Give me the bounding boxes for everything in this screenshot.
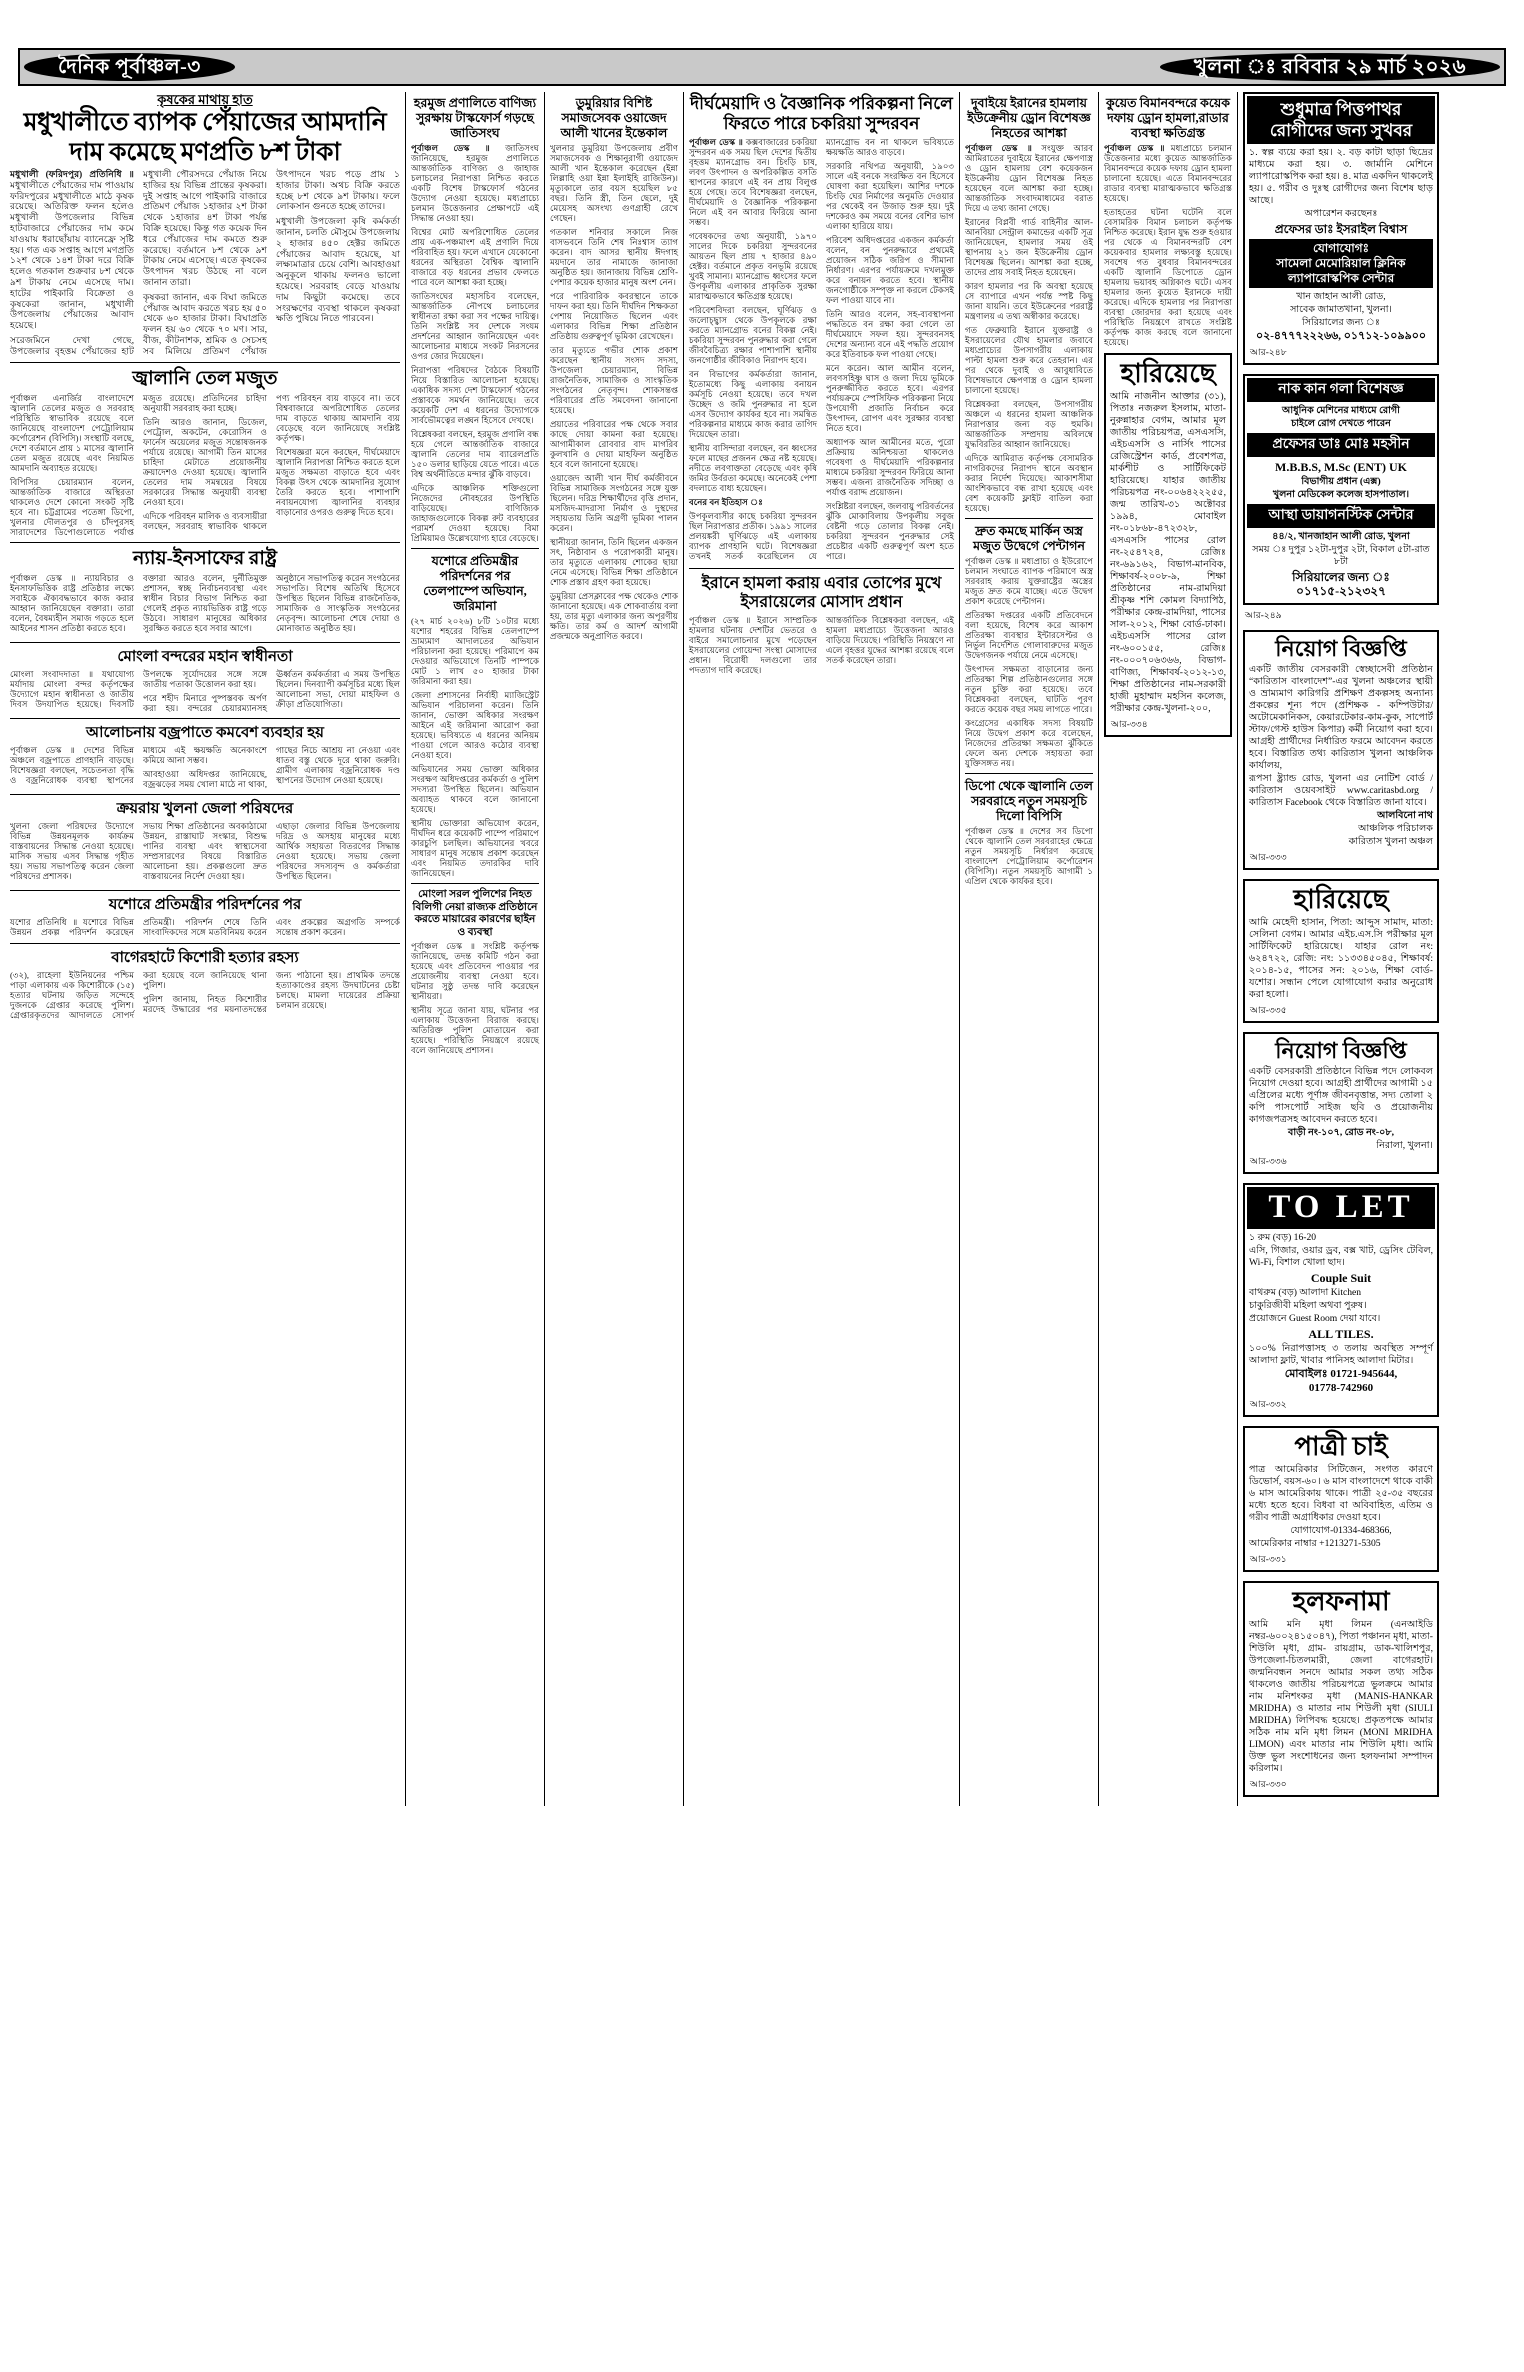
col4-story2-headline: ইরানে হামলা করায় এবার তোপের মুখে ইসরায়েলের মোসাদ প্রধান [701,575,942,611]
col5-s2-p4: কংগ্রেসের একাধিক সদস্য বিষয়টি নিয়ে উদ্বেগ প্রকাশ করে বলেছেন, নিজেদের প্রতিরক্ষা সক্ষমতা ঝুঁকিতে ফেলে অন্য দেশকে সহায়তা করা যুক্তিসঙ্গত নয়। [965,718,1093,768]
column-6 [1104,92,1232,746]
ad-to-let-phone-2[interactable]: 01778-742960 [1308,1382,1374,1394]
column-2 [411,92,539,1059]
ad-ent-degree: M.B.B.S, M.Sc (ENT) UK [1275,460,1407,474]
story2-p5: বিশেষজ্ঞরা মনে করছেন, দীর্ঘমেয়াদে জ্বালানি নিরাপত্তা নিশ্চিত করতে হলে মজুত সক্ষমতা বাড়াতে হবে এবং বিকল্প উৎস থেকে আমদানির সুযোগ তৈরি করতে হবে। পাশাপাশি নবায়নযোগ্য জ্বালানির ব্যবহার বাড়ানোর ওপরও গুরুত্ব দিতে হবে। [276,446,400,517]
ad-gallstone-address-2: সাবেক জামাতখানা, খুলনা। [1290,304,1392,315]
ad-job-2-title: নিয়োগ বিজ্ঞপ্তি [1275,1038,1407,1063]
col3-p2: গতকাল শনিবার সকালে নিজ বাসভবনে তিনি শেষ নিঃশ্বাস ত্যাগ করেন। বাদ আসর স্থানীয় ঈদগাহ ময়দানে তার নামাজে জানাজা অনুষ্ঠিত হয়। জানাজায় বিভিন্ন শ্রেণি-পেশার কয়েক হাজার মানুষ অংশ নেন। [550,227,678,287]
story4-headline: মোংলা বন্দরের মহান স্বাধীনতা [117,648,293,665]
ad-gallstone-contact-block [1249,239,1433,288]
col4-body [689,137,954,563]
col5-story3-headline: ডিপো থেকে জ্বালানি তেল সরবরাহে নতুন সময়সূচি দিলো বিপিসি [965,779,1093,823]
column-grid [10,92,1514,1806]
col4-headline: দীর্ঘমেয়াদি ও বৈজ্ঞানিক পরিকল্পনা নিলে ফিরতে পারে চকরিয়া সুন্দরবন [690,94,953,133]
ad-ent-specialist [1243,374,1439,605]
story6-p2: সভায় শিক্ষা প্রতিষ্ঠানের অবকাঠামো উন্নয়ন, রাস্তাঘাট সংস্কার, বিশুদ্ধ পানির ব্যবস্থা এবং স্বাস্থ্যসেবা সম্প্রসারণের বিষয়ে বিস্তারিত আলোচনা হয়। প্রকল্পগুলো দ্রুত বাস্তবায়নের নির্দেশ দেওয়া হয়। [143,820,267,881]
ad-gallstone [1243,92,1439,365]
col4-p12: সংশ্লিষ্টরা বলছেন, জলবায়ু পরিবর্তনের ঝুঁকি মোকাবিলায় উপকূলীয় সবুজ বেষ্টনী গড়ে তোলার বিকল্প নেই। চকরিয়া সুন্দরবন পুনরুদ্ধার সেই প্রচেষ্টার একটি গুরুত্বপূর্ণ অংশ হতে পারে। [826,501,954,561]
ad-lost-1-title: হারিয়েছে [1293,885,1389,914]
story1-body [10,169,400,357]
col2-s2-p4: স্থানীয় ভোক্তারা অভিযোগ করেন, দীর্ঘদিন ধরে কয়েকটি পাম্পে পরিমাপে কারচুপি চলছিল। অভিযানের খবরে সাধারণ মানুষ সন্তোষ প্রকাশ করেছেন এবং নিয়মিত তদারকির দাবি জানিয়েছেন। [411,818,539,878]
col4-p5: স্থানীয় বাসিন্দারা বলছেন, বন ধ্বংসের ফলে মাছের প্রজনন ক্ষেত্র নষ্ট হয়েছে। নদীতে লবণাক্ততা বেড়েছে এবং কৃষি জমির উর্বরতা কমেছে। অনেকেই পেশা বদলাতে বাধ্য হয়েছেন। [689,443,817,493]
col4-dateline: পূর্বাঞ্চল ডেস্ক ॥ [689,137,743,147]
masthead-bar [18,48,1506,86]
story1-kicker: কৃষকের মাথায় হাত [157,92,253,107]
story2-p2: বিপিসির চেয়ারম্যান বলেন, আন্তর্জাতিক বাজারে অস্থিরতা থাকলেও দেশে কোনো সংকট সৃষ্টি হবে না। চট্টগ্রামের পতেঙ্গা ডিপো, খুলনার দৌলতপুর ও চাঁদপুরসহ সারাদেশের ডিপোগুলোতে পর্যাপ্ত মজুত রয়েছে। প্রতিদিনের চাহিদা অনুযায়ী সরবরাহ করা হচ্ছে। [10,392,267,537]
col3-dateline: খুলনার ডুমুরিয়া উপজেলায় প্রবীণ [550,143,678,153]
col5-p4: গত ফেব্রুয়ারি ইরানে যুক্তরাষ্ট্র ও ইসরায়েলের যৌথ হামলার জবাবে মধ্যপ্রাচ্যের উপসাগরীয় এলাকায় পাল্টা হামলা শুরু করে তেহরান। এর পর থেকে দুবাই ও আবুধাবিতে বিশেষভাবে ক্ষেপণাস্ত্র ও ড্রোন হামলা চালানো হয়েছে। [965,325,1093,395]
col5-dateline: পূর্বাঞ্চল ডেস্ক ॥ [965,143,1032,153]
col5-story2-headline: দ্রুত কমছে মার্কিন অস্ত্র মজুত উদ্বেগে পেন্টাগন [973,524,1085,553]
ad-lost-1-body: আমি মেহেদী হাসান, পিতা: আব্দুস সামাদ, মাতা: সেলিনা বেগম। আমার এইচ.এস.সি পরীক্ষার মূল সার্টিফিকেট হারিয়েছে। যাহার রোল নং: ৬২৪৭২২, রেজি: নং: ১১৩৩৪৫০৪৫, শিক্ষাবর্ষ: ২০১৪-১৫, পাসের সন: ২০১৬, শিক্ষা বোর্ড-যশোর। সন্ধান পেলে যোগাযোগ করার অনুরোধ করা হলো। [1249,917,1433,1000]
story6-p3: এছাড়া জেলার বিভিন্ন উপজেলায় দরিদ্র ও অসহায় মানুষের মধ্যে আর্থিক সহায়তা বিতরণের সিদ্ধান্ত নেওয়া হয়েছে। সভায় জেলা পরিষদের সদস্যবৃন্দ ও কর্মকর্তারা উপস্থিত ছিলেন। [276,820,400,881]
ad-affidavit-body: আমি মনি মৃধা লিমন (এনআইডি নম্বর-৬০০২৪১৫০৪৭), পিতা পঞ্চানন মৃধা, মাতা-শিউলি মৃধা, গ্রাম- রায়গ্রাম, ডাক-খালিশপুর, উপজেলা-চিতলমারী, জেলা বাগেরহাট। জন্মনিবন্ধন সনদে আমার সকল তথ্য সঠিক থাকলেও জাতীয় পরিচয়পত্রে ভুলক্রমে আমার নাম মনিশংকর মৃধা (MANIS-HANKAR MRIDHA) ও মাতার নাম শিউলী মৃধা (SIULI MRIDHA) লিপিবদ্ধ হয়েছে। প্রকৃতপক্ষে আমার সঠিক নাম মনি মৃধা লিমন (MONI MRIDHA LIMON) এবং মাতার নাম শিউলি মৃধা। আমি উক্ত ভুল সংশোধনের জন্য হলফনামা সম্পাদন করিলাম। [1249,1619,1433,1774]
column-divider-6 [1237,92,1238,1806]
story1-headline-line1: মধুখালীতে ব্যাপক পেঁয়াজের আমদানি [23,109,387,136]
story1-p4: মধুখালী উপজেলা কৃষি কর্মকর্তা জানান, চলতি মৌসুমে উপজেলায় ২ হাজার ৪৫০ হেক্টর জমিতে পেঁয়াজের আবাদ হয়েছে, যা লক্ষ্যমাত্রার চেয়ে বেশি। আবহাওয়া অনুকূলে থাকায় ফলনও ভালো হয়েছে। সরবরাহ বেড়ে যাওয়ায় দাম কিছুটা কমেছে। তবে সংরক্ষণের ব্যবস্থা থাকলে কৃষকরা ক্ষতি পুষিয়ে নিতে পারবেন। [276,216,400,324]
ad-to-let-l7: ALL TILES. [1308,1327,1374,1341]
col4-p4: বন বিভাগের কর্মকর্তারা জানান, ইতোমধ্যে কিছু এলাকায় বনায়ন কর্মসূচি নেওয়া হয়েছে। তবে দখল উচ্ছেদ ও জমি পুনরুদ্ধার না হলে এসব উদ্যোগ কার্যকর হবে না। সমন্বিত পরিকল্পনার মাধ্যমে কাজ করার তাগিদ দিয়েছেন তারা। [689,369,817,439]
col3-p4: তার মৃত্যুতে গভীর শোক প্রকাশ করেছেন স্থানীয় সংসদ সদস্য, উপজেলা চেয়ারম্যান, বিভিন্ন রাজনৈতিক, সামাজিক ও সাংস্কৃতিক সংগঠনের নেতৃবৃন্দ। শোকসন্তপ্ত পরিবারের প্রতি সমবেদনা জানানো হয়েছে। [550,345,678,415]
col6-p1: মধ্যপ্রাচ্যে চলমান উত্তেজনার মধ্যে কুয়েত আন্তর্জাতিক বিমানবন্দরে কয়েক দফায় ড্রোন হামলা চালানো হয়েছে। এতে বিমানবন্দরের রাডার ব্যবস্থা মারাত্মকভাবে ক্ষতিগ্রস্ত হয়েছে। [1104,143,1232,203]
story2-body [10,393,400,537]
ad-lost-1 [1243,879,1439,1023]
col5-s2-p1: পূর্বাঞ্চল ডেস্ক ॥ মধ্যপ্রাচ্য ও ইউরোপে চলমান সংঘাতে ব্যাপক পরিমাণে অস্ত্র সরবরাহ করায় যুক্তরাষ্ট্রের অস্ত্রের মজুত দ্রুত কমে যাচ্ছে। এতে উদ্বেগ প্রকাশ করেছে পেন্টাগন। [965,556,1093,606]
col2-s2-p2: জেলা প্রশাসনের নির্বাহী ম্যাজিস্ট্রেট অভিযান পরিচালনা করেন। তিনি জানান, ভোক্তা অধিকার সংরক্ষণ আইনে এই জরিমানা আরোপ করা হয়েছে। ভবিষ্যতে এ ধরনের অনিয়ম পাওয়া গেলে আরও কঠোর ব্যবস্থা নেওয়া হবে। [411,690,539,760]
story4-p1: মোংলা সংবাদদাতা ॥ যথাযোগ্য মর্যাদায় মোংলা বন্দর কর্তৃপক্ষের উদ্যোগে মহান স্বাধীনতা ও জাতীয় দিবস উদযাপিত হয়েছে। দিবসটি উপলক্ষে সূর্যোদয়ের সঙ্গে সঙ্গে জাতীয় পতাকা উত্তোলন করা হয়। [10,668,267,709]
column-divider-1 [405,92,406,1806]
ad-bride-body: পাত্র আমেরিকার সিটিজেন, সংগত কারণে ডিভোর্স, বয়স-৬০। ৬ মাস বাংলাদেশে থাকে বাকী ৬ মাস আমেরিকায় থাকে। পাত্রী ২৫-৩৫ বছরের মধ্যে হতে হবে। বিধবা বা অবিবাহিত, এতিম ও গরীব পাত্রী অগ্রাধিকার দেওয়া হবে। [1249,1464,1433,1523]
col4-s2-p1: পূর্বাঞ্চল ডেস্ক ॥ ইরানে সাম্প্রতিক হামলার ঘটনায় দেশটির ভেতরে ও বাইরে সমালোচনার মুখে পড়েছেন ইসরায়েলের গোয়েন্দা সংস্থা মোসাদের প্রধান। বিরোধী দলগুলো তার পদত্যাগ দাবি করেছে। [689,615,817,675]
col2-dateline: পূর্বাঞ্চল ডেস্ক ॥ [411,143,490,153]
col4-p8: পরিবেশ অধিদপ্তরের একজন কর্মকর্তা বলেন, বন পুনরুদ্ধারে প্রথমেই প্রয়োজন সঠিক জরিপ ও সীমানা নির্ধারণ। এরপর পর্যায়ক্রমে দখলমুক্ত করে বনায়ন করতে হবে। স্থানীয় জনগোষ্ঠীকে সম্পৃক্ত না করলে টেকসই ফল পাওয়া যাবে না। [826,235,954,305]
ad-gallstone-title-2: রোগীদের জন্য সুখবর [1269,121,1413,140]
col4-p1: কক্সবাজারের চকরিয়া সুন্দরবন এক সময় ছিল দেশের দ্বিতীয় বৃহত্তম ম্যানগ্রোভ বন। চিংড়ি চাষ, লবণ উৎপাদন ও অপরিকল্পিত বসতি স্থাপনের কারণে এই বন প্রায় বিলুপ্ত হয়ে গেছে। তবে বিশেষজ্ঞরা বলছেন, দীর্ঘমেয়াদি ও বৈজ্ঞানিক পরিকল্পনা নিলে এই বন আবার ফিরিয়ে আনা সম্ভব। [689,137,817,227]
ad-lost-2 [1104,353,1232,737]
story8-headline: বাগেরহাটে কিশোরী হত্যার রহস্য [111,949,299,966]
ad-job-2-ref: আর-৩৩৬ [1250,1156,1287,1166]
ad-ent-sub-1: আধুনিক মেশিনের মাধ্যমে রোগী [1282,405,1400,416]
col5-p3: কারণ হামলার পর কি অবস্থা হয়েছে সে ব্যাপারে এখন পর্যন্ত স্পষ্ট কিছু জানা যায়নি। তবে ইউক্রেনের পররাষ্ট্র মন্ত্রণালয় এ তথ্য অস্বীকার করেছে। [965,281,1093,321]
story6-body [10,821,400,885]
ad-gallstone-phones[interactable]: ০২-৪৭৭৭২২২৬৬, ০১৭১২-১০৯৯০০ [1255,330,1427,342]
col4-p3: পরিবেশবিদরা বলছেন, ঘূর্ণিঝড় ও জলোচ্ছ্বাস থেকে উপকূলকে রক্ষা করতে ম্যানগ্রোভ বনের বিকল্প নেই। চকরিয়া সুন্দরবন পুনরুদ্ধার করা গেলে জীববৈচিত্র্য রক্ষার পাশাপাশি স্থানীয় জনগোষ্ঠীর জীবিকাও নিরাপদ হবে। [689,305,817,365]
column-divider-5 [1098,92,1099,1806]
col5-s3-p1: পূর্বাঞ্চল ডেস্ক ॥ দেশের সব ডিপো থেকে জ্বালানি তেল সরবরাহের ক্ষেত্রে নতুন সময়সূচি নির্ধারণ করেছে বাংলাদেশ পেট্রোলিয়াম কর্পোরেশন (বিপিসি)। নতুন সময়সূচি আগামী ১ এপ্রিল থেকে কার্যকর হবে। [965,826,1093,886]
story5-headline: আলোচনায় বজ্রপাতে কমবেশ ব্যবহার হয় [86,724,324,741]
ad-affidavit-title: হলফনামা [1292,1587,1390,1616]
ad-bride-contact-2[interactable]: আমেরিকার নাম্বার +1213271-5305 [1249,1538,1381,1549]
ad-ent-serial[interactable]: সিরিয়ালের জন্য ঃ ০১৭১৫-২১২৩২৭ [1292,570,1390,598]
ad-gallstone-title-1: শুধুমাত্র পিত্তপাথর [1280,100,1402,119]
ad-ent-post-1: বিভাগীয় প্রধান (এক্স) [1301,476,1381,487]
story3-p1: পূর্বাঞ্চল ডেস্ক ॥ ন্যায়বিচার ও ইনসাফভিত্তিক রাষ্ট্র প্রতিষ্ঠার লক্ষ্যে সবাইকে ঐক্যবদ্ধভাবে কাজ করার আহ্বান জানিয়েছেন বক্তারা। তারা বলেন, বৈষম্যহীন সমাজ গড়তে হলে আইনের শাসন প্রতিষ্ঠা করতে হবে। [10,572,134,633]
ad-affidavit [1243,1581,1439,1797]
story3-body [10,573,400,637]
col2-story2-headline: যশোরে প্রতিমন্ত্রীর পরিদর্শনের পর তেলপাম্পে অভিযান, জরিমানা [423,554,527,613]
col4-p2: গবেষকদের তথ্য অনুযায়ী, ১৯৭০ সালের দিকে চকরিয়া সুন্দরবনের আয়তন ছিল প্রায় ৭ হাজার ৪৯০ হেক্টর। বর্তমানে প্রকৃত বনভূমি রয়েছে খুবই সামান্য। ম্যানগ্রোভ ধ্বংসের ফলে উপকূলীয় এলাকার প্রাকৃতিক সুরক্ষা মারাত্মকভাবে ক্ষতিগ্রস্ত হয়েছে। [689,231,817,301]
ad-lost-2-title: হারিয়েছে [1120,359,1216,388]
ad-job-1-title: নিয়োগ বিজ্ঞপ্তি [1275,636,1407,661]
col2-p1: জাতিসংঘ জানিয়েছে, হরমুজ প্রণালিতে আন্তর্জাতিক বাণিজ্য ও জাহাজ চলাচলের নিরাপত্তা নিশ্চিত করতে একটি বিশেষ টাস্কফোর্স গঠনের উদ্যোগ নেওয়া হয়েছে। মধ্যপ্রাচ্যে চলমান উত্তেজনার প্রেক্ষাপটে এই সিদ্ধান্ত নেওয়া হয়। [411,143,539,223]
story1-dateline: মধুখালী (ফরিদপুর) প্রতিনিধি ॥ [10,169,134,179]
ad-ent-ref: আর-২৪৯ [1245,610,1282,620]
ad-to-let-l2: এসি, গিজার, ওয়ার ড্রব, বক্স খাট, ড্রেসিং টেবিল, Wi-Fi, বিশাল খোলা ছাদ। [1249,1245,1433,1268]
col5-s2-p3: উৎপাদন সক্ষমতা বাড়ানোর জন্য প্রতিরক্ষা শিল্প প্রতিষ্ঠানগুলোর সঙ্গে নতুন চুক্তি করা হয়েছে। তবে বিশ্লেষকরা বলছেন, ঘাটতি পূরণ করতে কয়েক বছর সময় লাগতে পারে। [965,664,1093,714]
ad-gallstone-ref: আর-২৪৮ [1250,347,1287,357]
ad-ent-address: ৪৪/২, খানজাহান আলী রোড, খুলনা [1272,531,1410,542]
story6-p1: খুলনা জেলা পরিষদের উদ্যোগে বিভিন্ন উন্নয়নমূলক কার্যক্রম বাস্তবায়নের সিদ্ধান্ত নেওয়া হয়েছে। মাসিক সভায় এসব সিদ্ধান্ত গৃহীত হয়। সভায় সভাপতিত্ব করেন জেলা পরিষদের প্রশাসক। [10,820,134,881]
ad-gallstone-banner [1247,96,1435,144]
ad-to-let-l8: ১০০% নিরাপত্তাসহ ৩ তলায় অবস্থিত সম্পূর্ণ আলাদা ফ্লাট, খাবার পানিসহ আলাদা মিটার। [1249,1343,1433,1366]
story5-p2: আবহাওয়া অধিদপ্তর জানিয়েছে, বজ্রঝড়ের সময় খোলা মাঠে না থাকা, গাছের নিচে আশ্রয় না নেওয়া এবং ধাতব বস্তু থেকে দূরে থাকা জরুরি। গ্রামীণ এলাকায় বজ্রনিরোধক দণ্ড স্থাপনের উদ্যোগ নেওয়া হয়েছে। [143,744,400,789]
masthead-left-pill: দৈনিক পূর্বাঞ্চল-৩ [24,53,235,81]
story8-p2: পুলিশ জানায়, নিহত কিশোরীর মরদেহ উদ্ধারের পর ময়নাতদন্তের জন্য পাঠানো হয়। প্রাথমিক তদন্তে হত্যাকাণ্ডের রহস্য উদঘাটনের চেষ্টা চলছে। মামলা দায়েরের প্রক্রিয়া চলমান রয়েছে। [143,969,400,1014]
column-divider-3 [683,92,684,1806]
col4-story2-body [689,615,954,675]
col3-headline: ডুমুরিয়ার বিশিষ্ট সমাজসেবক ওয়াজেদ আলী খানের ইন্তেকাল [560,96,668,140]
story1-p2: সরেজমিনে দেখা গেছে, উপজেলার বৃহত্তম পেঁয়াজের হাট মধুখালী পৌরসদরে পেঁয়াজ নিয়ে হাজির হয় বিভিন্ন প্রান্তের কৃষকরা। দুই সপ্তাহ আগে পাইকারি বাজারে প্রতিমণ পেঁয়াজ ১হাজার ২শ টাকা থেকে ১হাজার ৪শ টাকা পর্যন্ত বিক্রি হয়েছে। কিন্তু গত কয়েক দিন ধরে পেঁয়াজের দাম কমতে শুরু করেছে। বর্তমানে ৮শ থেকে ৯শ টাকায় নেমে এসেছে। এতে কৃষকের উৎপাদন খরচ উঠছে না বলে জানান তারা। [10,169,267,356]
col5-p1: সংযুক্ত আরব আমিরাতের দুবাইয়ে ইরানের ক্ষেপণাস্ত্র ও ড্রোন হামলায় বেশ কয়েকজন ইউক্রেনীয় ড্রোন বিশেষজ্ঞ নিহত হয়েছেন বলে আশঙ্কা করা হচ্ছে। আন্তর্জাতিক সংবাদমাধ্যমের বরাত দিয়ে এ তথ্য জানা গেছে। [965,143,1093,213]
ad-to-let-l1: ১ রুম (বড়) 16-20 [1249,1232,1317,1243]
story4-body [10,669,400,713]
story2-headline: জ্বালানি তেল মজুত [132,367,278,389]
story3-headline: ন্যায়-ইনসাফের রাষ্ট্র [133,547,277,569]
col4-p7: সরকারি নথিপত্র অনুযায়ী, ১৯০৩ সালে এই বনকে সংরক্ষিত বন হিসেবে ঘোষণা করা হয়েছিল। আশির দশকে চিংড়ি ঘের নির্মাণের অনুমতি দেওয়ার পর থেকেই বন উজাড় শুরু হয়। দুই দশকেরও কম সময়ে বনের বেশির ভাগ এলাকা হারিয়ে যায়। [826,161,954,231]
ad-gallstone-doctor: প্রফেসর ডাঃ ইসরাইল বিশ্বাস [1274,222,1408,236]
ad-to-let-l6: প্রয়োজনে Guest Room দেয়া যাবে। [1249,1313,1381,1324]
story7-headline: যশোরে প্রতিমন্ত্রীর পরিদর্শনের পর [108,896,302,913]
ad-bride-ref: আর-৩৩১ [1250,1554,1287,1564]
col6-headline: কুয়েত বিমানবন্দরে কয়েক দফায় ড্রোন হামলা,রাডার ব্যবস্থা ক্ষতিগ্রস্ত [1105,96,1231,140]
ad-gallstone-address-1: খান জাহান আলী রোড, [1296,291,1386,302]
ad-to-let-ref: আর-৩৩২ [1250,1399,1287,1409]
col2-s3-p2: স্থানীয় সূত্রে জানা যায়, ঘটনার পর এলাকায় উত্তেজনা বিরাজ করছে। অতিরিক্ত পুলিশ মোতায়েন করা হয়েছে। পরিস্থিতি নিয়ন্ত্রণে রয়েছে বলে জানিয়েছে প্রশাসন। [411,1005,539,1055]
ad-to-let-l5: চাকুরিজীবী মহিলা অথবা পুরুষ। [1249,1300,1367,1311]
story1-headline-line2: দাম কমেছে মণপ্রতি ৮শ টাকা [69,139,341,166]
ad-lost-1-ref: আর-৩৩৫ [1250,1005,1287,1015]
story7-p1: যশোর প্রতিনিধি ॥ যশোরে বিভিন্ন উন্নয়ন প্রকল্প পরিদর্শন করেছেন প্রতিমন্ত্রী। পরিদর্শন শেষে তিনি সাংবাদিকদের সঙ্গে মতবিনিময় করেন এবং প্রকল্পের অগ্রগতি সম্পর্কে সন্তোষ প্রকাশ করেন। [10,916,400,937]
col2-p4: নিরাপত্তা পরিষদের বৈঠকে বিষয়টি নিয়ে বিস্তারিত আলোচনা হয়েছে। একাধিক সদস্য দেশ টাস্কফোর্স গঠনের প্রস্তাবকে সমর্থন জানিয়েছে। তবে কয়েকটি দেশ এ ধরনের উদ্যোগকে সার্বভৌমত্বের লঙ্ঘন হিসেবে দেখছে। [411,365,539,425]
ad-lost-2-ref: আর-৩৩৪ [1111,719,1148,729]
column-divider-2 [544,92,545,1806]
ad-job-1-body-2: রূপসা ষ্ট্র্যান্ড রোড, খুলনা এর নোটিশ বোর্ড / কারিতাস ওয়েবসাইট www.caritasbd.org / কারিতাস Facebook থেকে বিস্তারিত জানা যাবে। [1249,773,1433,808]
ad-to-let-banner: TO LET [1247,1187,1435,1229]
story5-p1: পূর্বাঞ্চল ডেস্ক ॥ দেশের বিভিন্ন অঞ্চলে বজ্রপাতে প্রাণহানি বাড়ছে। বিশেষজ্ঞরা বলছেন, সচেতনতা বৃদ্ধি ও বজ্রনিরোধক ব্যবস্থা স্থাপনের মাধ্যমে এই ক্ষয়ক্ষতি অনেকাংশে কমিয়ে আনা সম্ভব। [10,744,267,785]
col2-story3-headline: মোংলা সরল পুলিশের নিহত বিলিগী নেয়া রাজ্যক প্রতিষ্ঠানে করতে মায়ারের কারণের ছাইন ও ব্যবস্থা [412,889,538,938]
story8-p1: (৩২), রাহেলা ইউনিয়নের পশ্চিম পাড়া এলাকায় এক কিশোরীকে (১৫) হত্যার ঘটনায় জড়িত সন্দেহে দুজনকে গ্রেপ্তার করেছে পুলিশ। গ্রেপ্তারকৃতদের আদালতে সোপর্দ করা হয়েছে বলে জানিয়েছে থানা পুলিশ। [10,969,267,1020]
col5-p2: ইরানের বিপ্লবী গার্ড বাহিনীর আল-আনবিয়া সেন্ট্রাল কমান্ডের একটি সূত্র জানিয়েছেন, হামলার সময় ওই স্থাপনায় ২১ জন ইউক্রেনীয় ড্রোন বিশেষজ্ঞ ছিলেন। আশঙ্কা করা হচ্ছে, তাদের প্রায় সবাই নিহত হয়েছেন। [965,217,1093,277]
ad-ent-post-2: খুলনা মেডিকেল কলেজ হাসপাতাল। [1272,489,1410,500]
ad-job-2-address-2: নিরালা, খুলনা। [1376,1140,1433,1151]
story2-p1: পূর্বাঞ্চল এনার্জির বাংলাদেশে জ্বালানি তেলের মজুত ও সরবরাহ পরিস্থিতি স্বাভাবিক রয়েছে বলে জানিয়েছে বাংলাদেশ পেট্রোলিয়াম কর্পোরেশন (বিপিসি)। সংস্থাটি বলছে, দেশে বর্তমানে প্রায় ১ মাসের জ্বালানি তেল মজুত রয়েছে এবং নিয়মিত আমদানি অব্যাহত রয়েছে। [10,392,134,473]
col2-p2: বিশ্বের মোট অপরিশোধিত তেলের প্রায় এক-পঞ্চমাংশ এই প্রণালি দিয়ে পরিবাহিত হয়। ফলে এখানে যেকোনো ধরনের অস্থিরতা বৈশ্বিক জ্বালানি বাজারে বড় ধরনের প্রভাব ফেলতে পারে বলে আশঙ্কা করা হচ্ছে। [411,227,539,287]
col3-p1: সমাজসেবক ও শিক্ষানুরাগী ওয়াজেদ আলী খান ইন্তেকাল করেছেন (ইন্না লিল্লাহি ওয়া ইন্না ইলাইহি রাজিউন)। মৃত্যুকালে তার বয়স হয়েছিল ৮৫ বছর। তিনি স্ত্রী, তিন ছেলে, দুই মেয়েসহ অসংখ্য গুণগ্রাহী রেখে গেছেন। [550,153,678,223]
ad-affidavit-ref: আর-৩৩০ [1250,1779,1287,1789]
column-3 [550,92,678,645]
col6-p2: হতাহতের ঘটনা ঘটেনি বলে বেসামরিক বিমান চলাচল কর্তৃপক্ষ নিশ্চিত করেছে। ইরান যুদ্ধ শুরু হওয়ার পর থেকে এ বিমানবন্দরটি বেশ কয়েকবার হামলার লক্ষ্যবস্তু হয়েছে। সবশেষ গত বুধবার বিমানবন্দরের একটি জ্বালানি ডিপোতে ড্রোন হামলায় ভয়াবহ অগ্নিকাণ্ড ঘটে। এসব হামলার জন্য কুয়েত ইরানকে দায়ী করেছে। এদিকে হামলার পর নিরাপত্তা ব্যবস্থা জোরদার করা হয়েছে এবং পরিস্থিতি নিয়ন্ত্রণে রাখতে সংশ্লিষ্ট কর্তৃপক্ষ কাজ করছে বলে জানানো হয়েছে। [1104,207,1232,347]
story6-headline: ক্রয়রায় খুলনা জেলা পরিষদের [116,800,294,817]
column-7-ad-rail [1243,92,1439,1806]
ad-job-2-address-1: বাড়ী নং-১০৭, রোড নং-০৮, [1288,1127,1394,1138]
ad-to-let-mobile-label-text: মোবাইলঃ [1284,1368,1328,1380]
col2-p3: জাতিসংঘের মহাসচিব বলেছেন, আন্তর্জাতিক নৌপথে চলাচলের স্বাধীনতা রক্ষা করা সব পক্ষের দায়িত্ব। তিনি সংশ্লিষ্ট সব দেশকে সংযম প্রদর্শনের আহ্বান জানিয়েছেন এবং আলোচনার মাধ্যমে সংকট নিরসনের ওপর জোর দিয়েছেন। [411,291,539,361]
column-5 [965,92,1093,890]
col4-p10: মনে করেন। আল আমীন বলেন, লবণসহিষ্ণু ঘাস ও জলা দিয়ে ভূমিকে পুনরুজ্জীবিত করতে হবে। এরপর পর্যায়ক্রমে স্পেসিফিক পরিকল্পনা নিয়ে উপযোগী প্রজাতি নির্বাচন করে উৎপাদন, রোপণ এবং সুরক্ষার ব্যবস্থা নিতে হবে। [826,363,954,433]
column-divider-4 [959,92,960,1806]
col3-p8: ডুমুরিয়া প্রেসক্লাবের পক্ষ থেকেও শোক জানানো হয়েছে। এক শোকবার্তায় বলা হয়, তার মৃত্যু এলাকার জন্য অপূরণীয় ক্ষতি। তার কর্ম ও আদর্শ আগামী প্রজন্মকে অনুপ্রাণিত করবে। [550,591,678,641]
story4-p2: পরে শহীদ মিনারে পুষ্পস্তবক অর্পণ করা হয়। বন্দরের চেয়ারম্যানসহ ঊর্ধ্বতন কর্মকর্তারা এ সময় উপস্থিত ছিলেন। দিনব্যাপী কর্মসূচির মধ্যে ছিল আলোচনা সভা, দোয়া মাহফিল ও ক্রীড়া প্রতিযোগিতা। [143,668,400,713]
ad-to-let-phone-1[interactable]: 01721-945644, [1330,1368,1398,1380]
ad-job-1-signer-post-1: আঞ্চলিক পরিচালক [1358,823,1433,834]
ad-to-let-mobile-label [1249,1368,1433,1381]
ad-bride-title: পাত্রী চাই [1294,1432,1388,1461]
ad-gallstone-operator-label: অপারেশন করছেনঃ [1304,208,1378,219]
ad-lost-2-body: আমি নাজনীন আক্তার (৩১), পিতাঃ নজরুল ইসলাম, মাতা-নুরুন্নাহার বেগম, আমার মূল জাতীয় পরিচয়পত্র, এসএসসি, এইচএসসি ও নার্সিং পাসের রেজিস্ট্রেশন কার্ড, প্রবেশপত্র, মার্কশীট ও সার্টিফিকেট হারিয়েছে। যাহার জাতীয় পরিচয়পত্র নং-০০৬৪২২২৫৫, জন্ম তারিখ-৩১ অক্টোবর ১৯৯৪, মোবাইল নং-০১৮৬৮-৪৭২৩২৮, এসএসসি পাসের রোল নং-২৫৪৭২৪, রেজিঃ নং-৬৯১৬২, বিভাগ-মানবিক, শিক্ষাবর্ষ-২০০৮-৯, শিক্ষা প্রতিষ্ঠানের নাম-রামদিয়া শ্রীকৃষ্ণ শশি কোমল বিদ্যাপিঠ, পরীক্ষার কেন্দ্র-রামদিয়া, পাসের সাল-২০১২, শিক্ষা বোর্ড-ঢাকা। এইচএসসি পাসের রোল নং-৬০০১৫৫, রেজিঃ নং-০০০৭০৬৩৬৬, বিভাগ-বাণিজ্য, শিক্ষাবর্ষ-২০১২-১৩, শিক্ষা প্রতিষ্ঠানের নাম-সরকারী হাজী মুহাম্মাদ মহসিন কলেজ, পরীক্ষার কেন্দ্র-খুলনা-২০০, [1110,391,1226,714]
story3-p3: অনুষ্ঠানে সভাপতিত্ব করেন সংগঠনের সভাপতি। বিশেষ অতিথি হিসেবে উপস্থিত ছিলেন বিভিন্ন রাজনৈতিক, সামাজিক ও সাংস্কৃতিক সংগঠনের নেতৃবৃন্দ। আলোচনা শেষে দোয়া ও মোনাজাত অনুষ্ঠিত হয়। [276,572,400,633]
col5-p6: এদিকে আমিরাত কর্তৃপক্ষ বেসামরিক নাগরিকদের নিরাপদ স্থানে অবস্থান করার নির্দেশ দিয়েছে। আকাশসীমা আংশিকভাবে বন্ধ রাখা হয়েছে এবং বেশ কয়েকটি ফ্লাইট বাতিল করা হয়েছে। [965,453,1093,513]
column-4 [689,92,954,675]
ad-to-let-l3: Couple Suit [1310,1271,1372,1285]
col4-p6: উপকূলবাসীর কাছে চকরিয়া সুন্দরবন ছিল নিরাপত্তার প্রতীক। ১৯৯১ সালের প্রলয়ঙ্করী ঘূর্ণিঝড়ে এই এলাকায় ব্যাপক প্রাণহানি ঘটে। বিশেষজ্ঞরা তখনই সতর্ক করেছিলেন যে ম্যানগ্রোভ বন না থাকলে ভবিষ্যতে ক্ষয়ক্ষতি আরও বাড়বে। [689,137,954,561]
col6-dateline: পূর্বাঞ্চল ডেস্ক ॥ [1104,143,1165,153]
col3-p5: প্রয়াতের পরিবারের পক্ষ থেকে সবার কাছে দোয়া কামনা করা হয়েছে। আগামীকাল রোববার বাদ মাগরিব কুলখানি ও দোয়া মাহফিল অনুষ্ঠিত হবে বলে জানানো হয়েছে। [550,419,678,469]
ad-job-notice-2 [1243,1032,1439,1174]
masthead-date-pill: খুলনা ঃ রবিবার ২৯ মার্চ ২০২৬ [1160,53,1500,81]
ad-to-let [1243,1183,1439,1417]
ad-ent-chamber: আস্থা ডায়াগনস্টিক সেন্টার [1247,504,1435,528]
ad-ent-time: সময় ঃ দুপুর ১২টা-দুপুর ২টা, বিকাল ৫টা-রাত ৮টা [1252,544,1430,567]
ad-job-notice-1 [1243,630,1439,870]
ad-job-1-ref: আর-৩৩৩ [1250,852,1287,862]
ad-job-1-signer: আলবিনো নাথ [1377,810,1433,821]
col2-s2-p1: (২৭ মার্চ ২০২৬) ৮টি ১০টার মধ্যে যশোর শহরের বিভিন্ন তেলপাম্পে ভ্রাম্যমাণ আদালতের অভিযান পরিচালনা করা হয়েছে। পরিমাপে কম দেওয়ার অভিযোগে তিনটি পাম্পকে মোট ১ লাখ ৫০ হাজার টাকা জরিমানা করা হয়। [411,616,539,686]
ad-ent-doctor: প্রফেসর ডাঃ মোঃ মহসীন [1247,433,1435,457]
ad-gallstone-body: ১. স্বল্প ব্যয়ে করা হয়। ২. বড় কাটা ছাড়া ছিদ্রের মাধ্যমে করা হয়। ৩. জার্মানি মেশিনে ল্যাপারোস্কপিক করা হয়। ৪. মাত্র একদিন থাকলেই হয়। ৫. গরীব ও দুঃস্থ রোগীদের জন্য বিশেষ ছাড় আছে। [1249,147,1433,206]
story1-p3: কৃষকরা জানান, এক বিঘা জমিতে পেঁয়াজ আবাদ করতে খরচ হয় ৫০ থেকে ৬০ হাজার টাকা। বিঘাপ্রতি ফলন হয় ৬০ থেকে ৭০ মণ। সার, বীজ, কীটনাশক, শ্রমিক ও সেচসহ সব মিলিয়ে প্রতিমণ পেঁয়াজ উৎপাদনে খরচ পড়ে প্রায় ১ হাজার টাকা। অথচ বিক্রি করতে হচ্ছে ৮শ থেকে ৯শ টাকায়। ফলে লোকসান গুনতে হচ্ছে তাদের। [143,169,400,356]
story2-p4: এদিকে পরিবহন মালিক ও ব্যবসায়ীরা বলছেন, সরবরাহ স্বাভাবিক থাকলে পণ্য পরিবহন ব্যয় বাড়বে না। তবে বিশ্ববাজারে অপরিশোধিত তেলের দাম বাড়তে থাকায় আমদানি ব্যয় বেড়েছে বলে জানিয়েছে সংশ্লিষ্ট কর্তৃপক্ষ। [143,392,400,531]
ad-gallstone-clinic-1: সামেলা মেমোরিয়াল ক্লিনিক [1276,256,1406,270]
ad-job-2-body: একটি বেসরকারী প্রতিষ্ঠানে বিভিন্ন পদে লোকবল নিয়োগ দেওয়া হবে। আগ্রহী প্রার্থীদের আগামী ১৫ এপ্রিলের মধ্যে পূর্ণাঙ্গ জীবনবৃত্তান্ত, সদ্য তোলা ২ কপি পাসপোর্ট সাইজ ছবি ও প্রয়োজনীয় কাগজপত্রসহ আবেদন করতে হবে। [1249,1066,1433,1125]
col4-p9: তিনি আরও বলেন, সহ-ব্যবস্থাপনা পদ্ধতিতে বন রক্ষা করা গেলে তা দীর্ঘমেয়াদে সফল হয়। সুন্দরবনসহ দেশের অন্যান্য বনে এই পদ্ধতি প্রয়োগ করে ইতিবাচক ফল পাওয়া গেছে। [826,309,954,359]
story1-p1: মধুখালীতে পেঁয়াজের দাম পাওয়ায় ফরিদপুরের মধুখালীতে মাঠে কৃষক রয়েছে। অতিরিক্ত ফলন হলেও মধুখালী উপজেলার বিভিন্ন হাটবাজারে পেঁয়াজের দাম কমে যাওয়ায় ধরাছোঁয়ায় ব্যানেফ্রে সৃষ্টি হয়। গত এক সপ্তাহ আগে মণপ্রতি ১২শ থেকে ১৪শ টাকা দরে বিক্রি হলেও গতকাল শুক্রবার ৮শ থেকে ৯শ টাকায় নেমে এসেছে দাম। হাটের পাইকারি বিক্রেতা ও কৃষকেরা জানান, মধুখালী উপজেলায় পেঁয়াজের আবাদ হয়েছে। [10,179,134,331]
ad-to-let-l4: বাথরুম (বড়) আলাদা Kitchen [1249,1287,1362,1298]
col4-s2-p2: আন্তর্জাতিক বিশ্লেষকরা বলছেন, এই হামলা মধ্যপ্রাচ্যে উত্তেজনা আরও বাড়িয়ে দিয়েছে। পরিস্থিতি নিয়ন্ত্রণে না এলে বৃহত্তর যুদ্ধের আশঙ্কা রয়েছে বলে সতর্ক করেছেন তারা। [826,615,954,665]
col2-p5: বিশ্লেষকরা বলছেন, হরমুজ প্রণালি বন্ধ হয়ে গেলে আন্তর্জাতিক বাজারে জ্বালানি তেলের দাম ব্যারেলপ্রতি ১৫০ ডলার ছাড়িয়ে যেতে পারে। এতে বিশ্ব অর্থনীতিতে মন্দার ঝুঁকি বাড়বে। [411,429,539,479]
col3-p7: স্থানীয়রা জানান, তিনি ছিলেন একজন সৎ, নিষ্ঠাবান ও পরোপকারী মানুষ। তার মৃত্যুতে এলাকায় শোকের ছায়া নেমে এসেছে। বিভিন্ন শিক্ষা প্রতিষ্ঠানে শোক প্রস্তাব গ্রহণ করা হয়েছে। [550,537,678,587]
col3-p3: পরে পারিবারিক কবরস্থানে তাকে দাফন করা হয়। তিনি দীর্ঘদিন শিক্ষকতা পেশায় নিয়োজিত ছিলেন এবং এলাকার বিভিন্ন শিক্ষা প্রতিষ্ঠান প্রতিষ্ঠায় গুরুত্বপূর্ণ ভূমিকা রেখেছেন। [550,291,678,341]
col4-subhead: বনের বন ইতিহাস ঃ [689,497,763,507]
col3-p6: ওয়াজেদ আলী খান দীর্ঘ কর্মজীবনে বিভিন্ন সামাজিক সংগঠনের সঙ্গে যুক্ত ছিলেন। দরিদ্র শিক্ষার্থীদের বৃত্তি প্রদান, মসজিদ-মাদরাসা নির্মাণ ও দুস্থদের সহায়তায় তিনি অগ্রণী ভূমিকা পালন করেন। [550,473,678,533]
story5-body [10,745,400,789]
ad-ent-sub-2: চাইলে রোগ দেখতে পারেন [1291,418,1391,429]
story2-p3: তিনি আরও জানান, ডিজেল, পেট্রোল, অকটেন, কেরোসিন ও ফার্নেস অয়েলের মজুত সন্তোষজনক পর্যায়ে রয়েছে। আগামী তিন মাসের চাহিদা মেটাতে প্রয়োজনীয় ক্রয়াদেশও দেওয়া হয়েছে। জ্বালানি তেলের দাম সমন্বয়ের বিষয়ে সরকারের সিদ্ধান্ত অনুযায়ী ব্যবস্থা নেওয়া হবে। [143,416,267,507]
ad-job-1-body: একটি জাতীয় বেসরকারী স্বেচ্ছাসেবী প্রতিষ্ঠান “কারিতাস বাংলাদেশ”-এর খুলনা অঞ্চলের স্থায়ী ও ভ্রাম্যমাণ কারিগরি প্রশিক্ষণ প্রকল্পসহ অন্যান্য প্রকল্পের শূন্য পদে (প্রশিক্ষক - কম্পিউটার/অটোমেকানিকস, কেয়ারটেকার-কাম-কুক, সাপোর্ট স্টাফ/গেস্ট হাউস কিপার) কর্মী নিয়োগ করা হবে। আগ্রহী প্রার্থীদের নির্ধারিত ফরমে আবেদন করতে হবে। বিস্তারিত তথ্য কারিতাস খুলনা আঞ্চলিক কার্যালয়, [1249,664,1433,771]
ad-gallstone-contact-label: যোগাযোগঃ [1312,241,1370,255]
col5-headline: দুবাইয়ে ইরানের হামলায় ইউক্রেনীয় ড্রোন বিশেষজ্ঞ নিহতের আশঙ্কা [967,96,1091,140]
col2-s3-p1: পূর্বাঞ্চল ডেস্ক ॥ সংশ্লিষ্ট কর্তৃপক্ষ জানিয়েছে, তদন্ত কমিটি গঠন করা হয়েছে এবং প্রতিবেদন পাওয়ার পর প্রয়োজনীয় ব্যবস্থা নেওয়া হবে। ঘটনার সুষ্ঠু তদন্ত দাবি করেছেন স্থানীয়রা। [411,941,539,1001]
ad-bride-contact[interactable]: যোগাযোগ-01334-468366, [1290,1525,1392,1536]
page-content [10,92,1514,1806]
col2-s2-p3: অভিযানের সময় ভোক্তা অধিকার সংরক্ষণ অধিদপ্তরের কর্মকর্তা ও পুলিশ সদস্যরা উপস্থিত ছিলেন। অভিযান অব্যাহত থাকবে বলে জানানো হয়েছে। [411,764,539,814]
ad-job-1-signer-post-2: কারিতাস খুলনা অঞ্চল [1348,836,1433,847]
story8-body [10,970,400,1020]
col5-s2-p2: প্রতিরক্ষা দপ্তরের একটি প্রতিবেদনে বলা হয়েছে, বিশেষ করে আকাশ প্রতিরক্ষা ব্যবস্থার ইন্টারসেপ্টর ও নির্ভুল নির্দেশিত গোলাবারুদের মজুত উদ্বেগজনক পর্যায়ে নেমে এসেছে। [965,610,1093,660]
ad-gallstone-clinic-2: ল্যাপারোস্কপিক সেন্টার [1287,271,1395,285]
ad-gallstone-serial-label: সিরিয়ালের জন্য ঃ [1301,317,1381,328]
col4-p11: অধ্যাপক আল আমীনের মতে, পুরো প্রক্রিয়ায় অনিশ্চয়তা থাকলেও গবেষণা ও দীর্ঘমেয়াদি পরিকল্পনার মাধ্যমে চকরিয়া সুন্দরবন ফিরিয়ে আনা সম্ভব। এজন্য রাজনৈতিক সদিচ্ছা ও পর্যাপ্ত বরাদ্দ প্রয়োজন। [826,437,954,497]
column-1 [10,92,400,1020]
col5-p5: বিশ্লেষকরা বলছেন, উপসাগরীয় অঞ্চলে এ ধরনের হামলা আঞ্চলিক নিরাপত্তার জন্য বড় হুমকি। আন্তর্জাতিক সম্প্রদায় অবিলম্বে যুদ্ধবিরতির আহ্বান জানিয়েছে। [965,399,1093,449]
col2-p6: এদিকে আঞ্চলিক শক্তিগুলো নিজেদের নৌবহরের উপস্থিতি বাড়িয়েছে। বাণিজ্যিক জাহাজগুলোকে বিকল্প রুট ব্যবহারের পরামর্শ দেওয়া হয়েছে। বিমা প্রিমিয়ামও উল্লেখযোগ্য হারে বেড়েছে। [411,483,539,543]
story7-body [10,917,400,938]
ad-ent-banner: নাক কান গলা বিশেষজ্ঞ [1247,378,1435,402]
ad-bride-wanted [1243,1426,1439,1572]
story3-p2: বক্তারা আরও বলেন, দুর্নীতিমুক্ত প্রশাসন, স্বচ্ছ নির্বাচনব্যবস্থা এবং স্বাধীন বিচার বিভাগ নিশ্চিত করা গেলেই প্রকৃত ন্যায়ভিত্তিক রাষ্ট্র গড়ে উঠবে। সাধারণ মানুষের অধিকার সুরক্ষিত করতে হবে সবার আগে। [143,572,267,633]
col2-headline: হরমুজ প্রণালিতে বাণিজ্য সুরক্ষায় টাস্কফোর্স গড়ছে জাতিসংঘ [413,96,537,140]
